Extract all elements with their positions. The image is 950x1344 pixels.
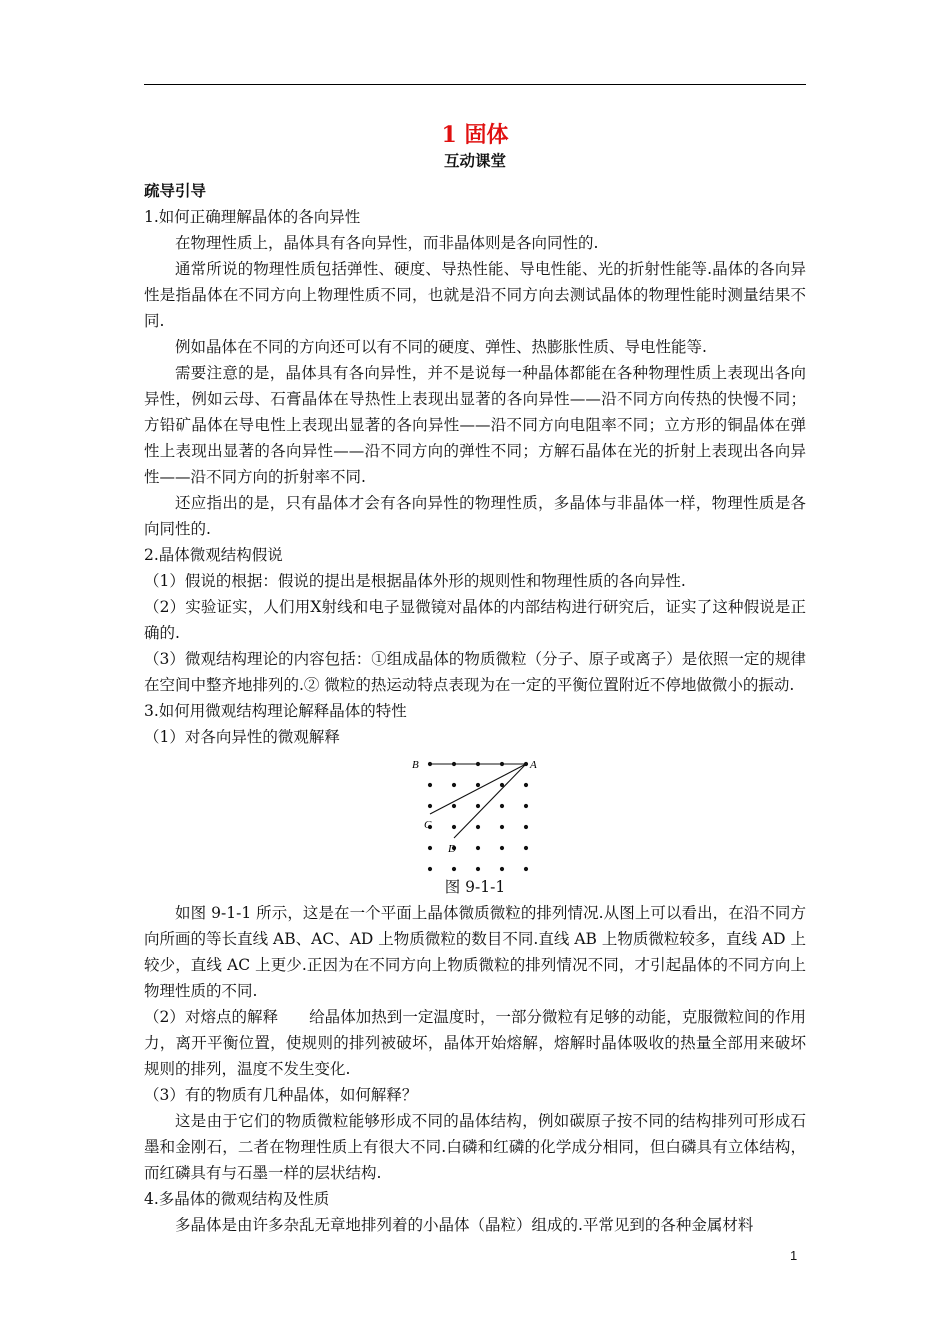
lattice-point (452, 762, 456, 766)
page-title: 1 固体 (441, 122, 509, 148)
lattice-point (524, 825, 528, 829)
paragraph: 需要注意的是，晶体具有各向异性，并不是说每一种晶体都能在各种物理性质上表现出各向异性，例如云母、石膏晶体在导热性上表现出显著的各向异性——沿不同方向传热的快慢不同；方铅矿晶体在导电性上表现出显著的各向异性——沿不同方向电阻率不同；立方形的铜晶体在弹性上表现出显著的各向异性——沿不同方向的弹性不同；方解石晶体在光的折射上表现出各向异性——沿不同方向的折射率不同. (144, 364, 806, 486)
lattice-point (476, 762, 480, 766)
heading-1: 1.如何正确理解晶体的各向异性 (144, 208, 361, 226)
lattice-figure (144, 756, 806, 874)
lattice-point (476, 846, 480, 850)
lattice-point (476, 783, 480, 787)
lattice-point (500, 804, 504, 808)
list-item: （1）假说的根据：假说的提出是根据晶体外形的规则性和物理性质的各向异性. (144, 572, 686, 590)
lattice-point (524, 804, 528, 808)
lattice-point (428, 762, 432, 766)
lattice-point (524, 783, 528, 787)
label-b: B (412, 759, 419, 771)
lattice-point (428, 783, 432, 787)
lattice-point (500, 825, 504, 829)
lattice-point (428, 867, 432, 871)
lattice-point (500, 783, 504, 787)
page-number: 1 (790, 1248, 798, 1263)
lattice-point (452, 825, 456, 829)
line-ad (454, 764, 526, 838)
heading-4: 4.多晶体的微观结构及性质 (144, 1190, 330, 1208)
paragraph: 这是由于它们的物质微粒能够形成不同的晶体结构，例如碳原子按不同的结构排列可形成石墨和金刚石，二者在物理性质上有很大不同.白磷和红磷的化学成分相同，但白磷具有立体结构，而红磷具有与石墨一样的层状结构. (144, 1112, 806, 1182)
lattice-point (452, 783, 456, 787)
lattice-point (500, 846, 504, 850)
lattice-point (476, 867, 480, 871)
document-body (144, 120, 806, 1238)
lattice-point (428, 804, 432, 808)
lattice-point (500, 762, 504, 766)
paragraph: 还应指出的是，只有晶体才会有各向异性的物理性质，多晶体与非晶体一样，物理性质是各向同性的. (144, 494, 806, 538)
paragraph: 如图 9-1-1 所示，这是在一个平面上晶体微质微粒的排列情况.从图上可以看出，在沿不同方向所画的等长直线 AB、AC、AD 上物质微粒的数目不同.直线 AB 上物质微粒较多，直线 AD 上较少，直线 AC 上更少.正因为在不同方向上物质微粒的排列情况不同，才引起晶体的不同方向上物理性质的不同. (144, 904, 806, 1000)
label-a: A (530, 759, 537, 771)
list-item: （1）对各向异性的微观解释 (144, 728, 340, 746)
paragraph: 例如晶体在不同的方向还可以有不同的硬度、弹性、热膨胀性质、导电性能等. (175, 338, 707, 356)
lattice-diagram (404, 756, 554, 874)
section-label: 疏导引导 (144, 181, 207, 200)
label-d: D (448, 843, 456, 855)
list-item: （3）有的物质有几种晶体，如何解释？ (144, 1086, 418, 1104)
page-subtitle: 互动课堂 (443, 151, 506, 170)
label-c: C (424, 819, 432, 831)
heading-2: 2.晶体微观结构假说 (144, 546, 283, 564)
lattice-point (476, 825, 480, 829)
lattice-point (524, 762, 528, 766)
paragraph: 通常所说的物理性质包括弹性、硬度、导热性能、导电性能、光的折射性能等.晶体的各向异性是指晶体在不同方向上物理性质不同，也就是沿不同方向去测试晶体的物理性能时测量结果不同. (144, 260, 806, 330)
list-item: （3）微观结构理论的内容包括：①组成晶体的物质微粒（分子、原子或离子）是依照一定的规律在空间中整齐地排列的.② 微粒的热运动特点表现为在一定的平衡位置附近不停地做微小的振动. (144, 650, 806, 694)
list-item: （2）实验证实，人们用X射线和电子显微镜对晶体的内部结构进行研究后，证实了这种假说是正确的. (144, 598, 806, 642)
lattice-point (428, 846, 432, 850)
lattice-point (452, 804, 456, 808)
header-rule (144, 84, 806, 85)
lattice-point (524, 846, 528, 850)
list-item: （2）对熔点的解释 给晶体加热到一定温度时，一部分微粒有足够的动能，克服微粒间的作用力，离开平衡位置，使规则的排列被破坏，晶体开始熔解，熔解时晶体吸收的热量全部用来破坏规则的排列，温度不发生变化. (144, 1008, 806, 1078)
lattice-point (452, 867, 456, 871)
lattice-points (428, 762, 528, 871)
lattice-point (524, 867, 528, 871)
paragraph: 在物理性质上，晶体具有各向异性，而非晶体则是各向同性的. (175, 234, 599, 252)
paragraph: 多晶体是由许多杂乱无章地排列着的小晶体（晶粒）组成的.平常见到的各种金属材料 (175, 1216, 754, 1234)
lattice-point (476, 804, 480, 808)
heading-3: 3.如何用微观结构理论解释晶体的特性 (144, 702, 407, 720)
figure-caption: 图 9-1-1 (444, 878, 506, 896)
lattice-point (500, 867, 504, 871)
